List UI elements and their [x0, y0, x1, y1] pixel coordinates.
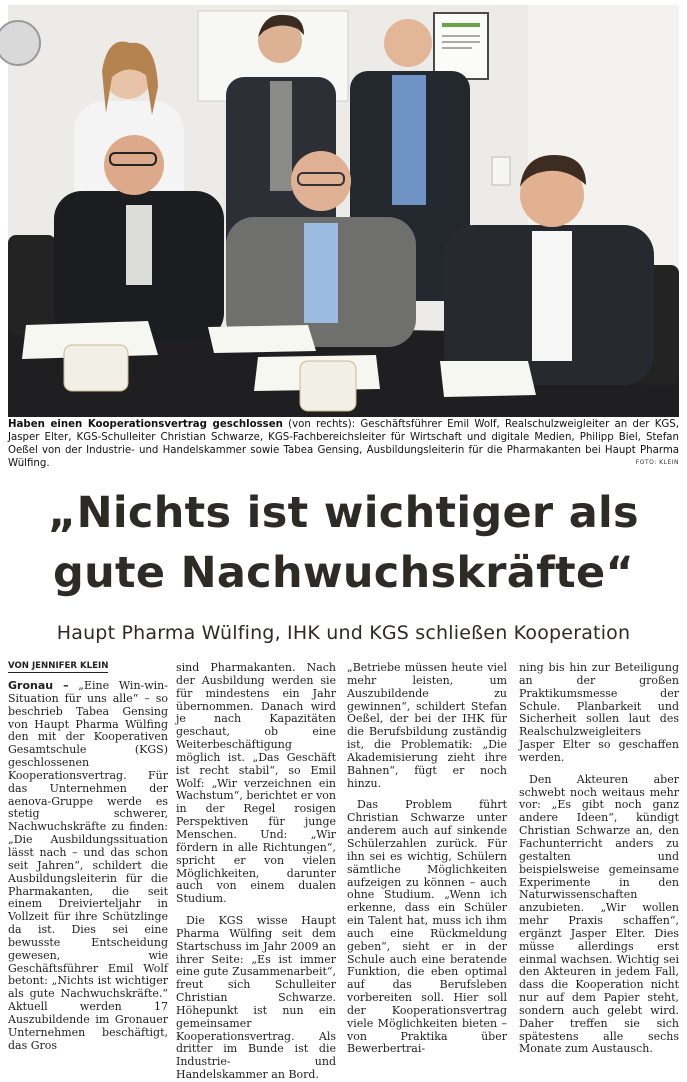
group-photo-illustration	[8, 5, 679, 417]
photo-credit: FOTO: KLEIN	[635, 459, 679, 466]
photo-caption	[8, 419, 679, 471]
article-column-3	[347, 661, 507, 1056]
subheadline: Haupt Pharma Wülfing, IHK und KGS schließen Kooperation	[56, 622, 631, 644]
col3-paragraph-2: Das Problem führt Christian Schwarze unter anderem auch auf sinkende Schülerzahlen zurück. Für ihn sei es wichtig, Schülern sämtliche Möglichkeiten aufzeigen zu können – auch ohne Studium. „Wenn ich erkenne, dass ein Schüler ein Talent hat, muss ich ihm auch eine Rückmeldung geben“, sieht er in der Schule auch eine beratende Funktion, die eben optimal auf das Berufsleben vorbereiten soll. Hier soll der Kooperationsvertrag viele Möglichkeiten bieten – von Praktika über Bewerbertrai-	[347, 798, 507, 1056]
contract-document	[440, 361, 536, 397]
certificate-frame	[434, 13, 488, 79]
caption-text: (von rechts): Geschäftsführer Emil Wolf, Realschulzweigleiter an der KGS, Jasper Elter, KGS-Schulleiter Christian Schwarze, KGS-Fachbereichsleiter für Wirtschaft und digitale Medien, Philipp Biel, Stefan Oeßel von der Industrie- und Handelskammer sowie Tabea Gensing, Ausbildungsleiterin für die Pharmakanten bei Haupt Pharma Wülfing.	[8, 419, 679, 469]
article-column-4	[519, 661, 679, 1056]
byline: VON JENNIFER KLEIN	[8, 661, 109, 671]
col2-paragraph-2: Die KGS wisse Haupt Pharma Wülfing seit dem Startschuss im Jahr 2009 an ihrer Seite: „Es ist immer eine gute Zusammenarbeit“, freut sich Schulleiter Christian Schwarze. Höhepunkt ist nun ein gemeinsamer Kooperationsvertrag. Als dritter im Bunde ist die Industrie- und Handelskammer an Bord.	[176, 914, 336, 1082]
col4-paragraph-1: ning bis hin zur Beteiligung an der großen Praktikumsmesse der Schule. Planbarkeit und Sicherheit sollen laut des Realschulzweigleiters Jasper Elter so geschaffen werden.	[519, 661, 679, 764]
headline-line-1: „Nichts ist wichtiger als	[48, 488, 639, 538]
gift-mug	[64, 345, 128, 391]
contract-document	[208, 325, 316, 353]
wall-clock-icon	[0, 21, 40, 65]
col4-paragraph-2: Den Akteuren aber schwebt noch weitaus mehr vor: „Es gibt noch ganz andere Ideen“, kündigt Christian Schwarze an, den Fachunterricht anders zu gestalten und beispielsweise gemeinsame Experimente in den Naturwissenschaften anzubieten. „Wir wollen mehr Praxis schaffen“, ergänzt Jasper Elter. Dies müsse allerdings erst einmal wachsen. Wichtig sei den Akteuren in jedem Fall, dass die Kooperation nicht nur auf dem Papier steht, sondern auch gelebt wird. Daher treffen sie sich spätestens alle sechs Monate zum Austausch.	[519, 772, 679, 1056]
col3-paragraph-1: „Betriebe müssen heute viel mehr leisten, um Auszubildende zu gewinnen“, schildert Stefan Oeßel, der bei der IHK für die Berufsbildung zuständig ist, die Problematik: „Die Akademisierung zieht ihre Bahnen“, fügt er noch hinzu.	[347, 661, 507, 790]
headline-line-2: gute Nachwuchskräfte“	[52, 548, 635, 598]
dateline: Gronau –	[8, 679, 69, 692]
gift-mug	[300, 361, 356, 411]
col2-paragraph-1: sind Pharmakanten. Nach der Ausbildung werden sie für mindestens ein Jahr übernommen. Danach wird je nach Kapazitäten geschaut, ob eine Weiterbeschäftigung möglich ist. „Das Geschäft ist recht stabil“, so Emil Wolf: „Wir verzeichnen ein Wachstum“, berichtet er von in der Regel rosigen Perspektiven für junge Menschen. Und: „Wir fördern in alle Richtungen“, spricht er von vielen Möglichkeiten, darunter auch von einem dualen Studium.	[176, 661, 336, 906]
article-column-2	[176, 661, 336, 1082]
article-column-1	[8, 679, 168, 1052]
headline	[0, 488, 687, 598]
col1-text: „Eine Win-win-Situation für uns alle“ – so beschrieb Tabea Gensing von Haupt Pharma Wülfing den mit der Kooperativen Gesamtschule (KGS) geschlossenen Kooperationsvertrag. Für das Unternehmen der aenova-Gruppe werde es stetig schwerer, Nachwuchskräfte zu finden: „Die Ausbildungssituation lässt nach – und das schon seit Jahren“, schildert die Ausbildungsleiterin für die Pharmakanten, die seit einem Dreivierteljahr in Vollzeit für ihre Schützlinge da ist. Dies sei eine bewusste Entscheidung gewesen, wie Geschäftsführer Emil Wolf betont: „Nichts ist wichtiger als gute Nachwuchskräfte.“ Aktuell werden 17 Auszubildende im Gronauer Unternehmen beschäftigt, das Gros	[8, 679, 168, 1052]
article-photo	[8, 5, 679, 417]
caption-bold: Haben einen Kooperationsvertrag geschlossen	[8, 419, 283, 430]
